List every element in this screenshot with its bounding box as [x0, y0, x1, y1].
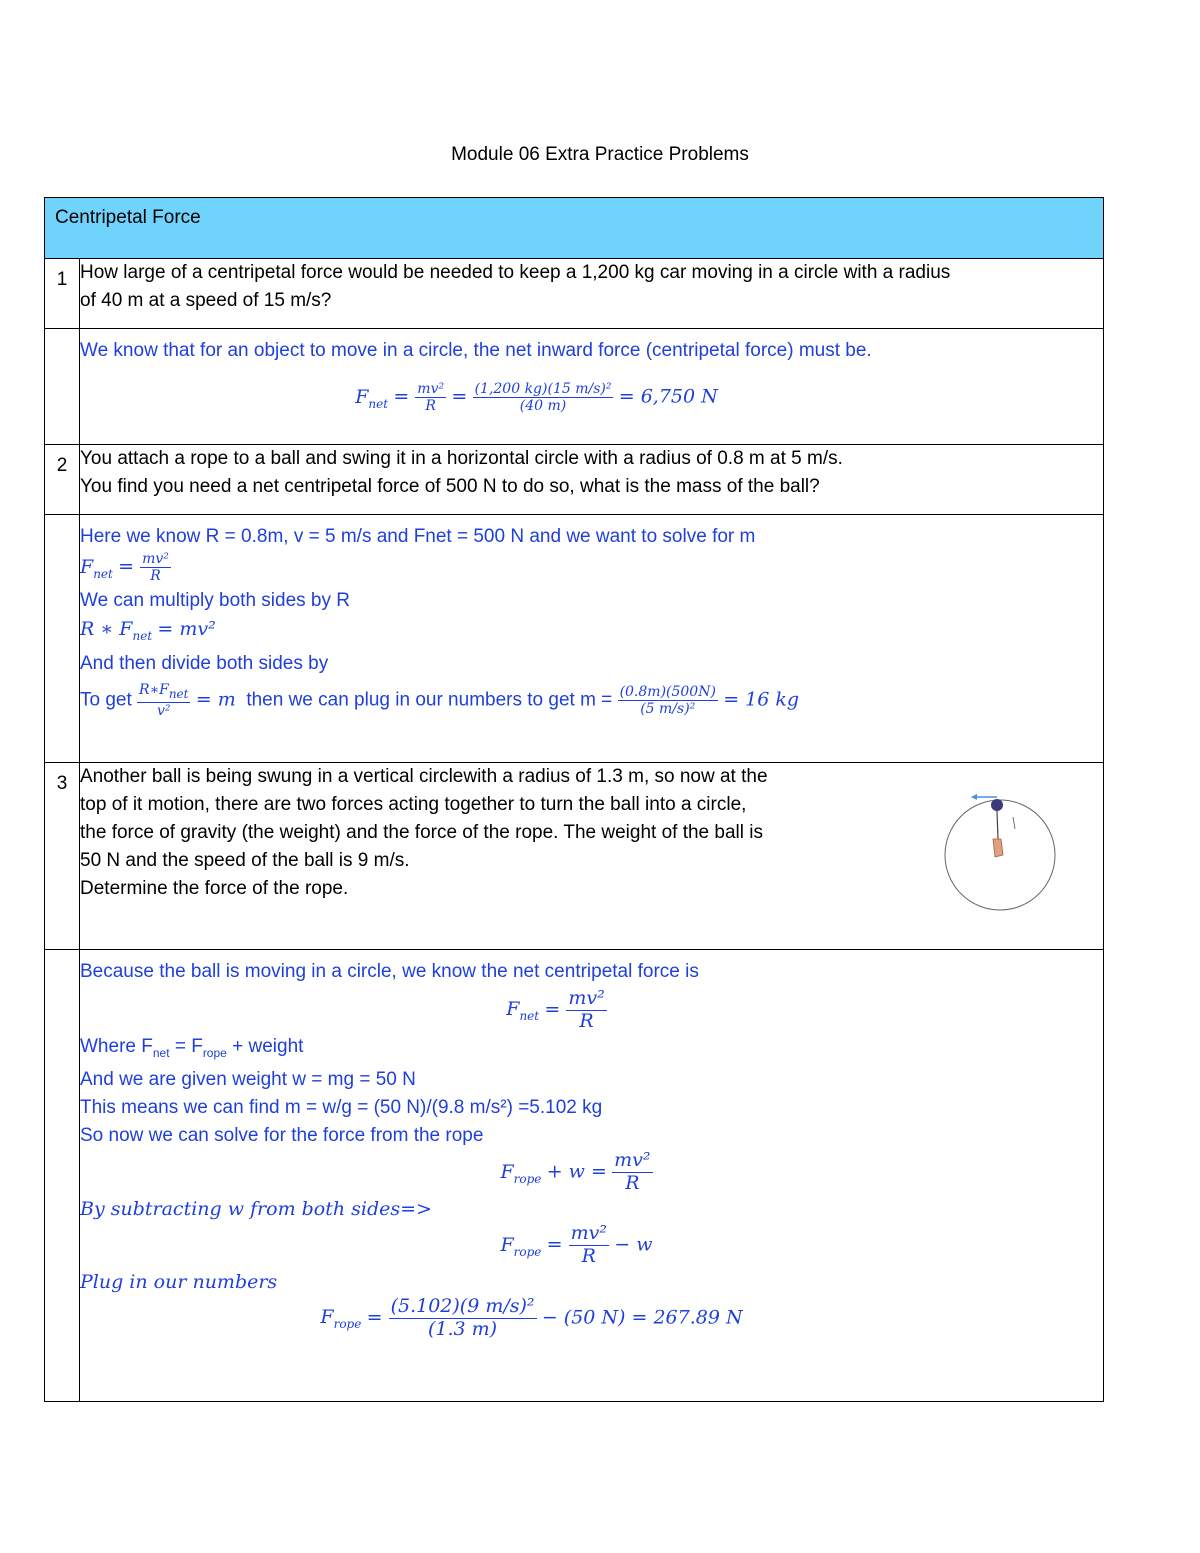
hand-icon — [993, 839, 1003, 857]
equation: $F_{net}$ = $\frac{\text{mv²}}{R}$ — [506, 987, 605, 1032]
problem-number: 1 — [45, 259, 80, 329]
problem-row-1 — [45, 259, 1104, 329]
solution-block — [80, 329, 1104, 445]
question-line: Another ball is being swung in a vertical circlewith a radius of 1.3 m, so now at the — [80, 766, 768, 787]
equation: $F_{net}$ = $\frac{\text{mv²}}{R}$ — [80, 551, 169, 585]
fraction: $\frac{(0.8m)(500N)}{\text{(5 m/s)²}}$ — [619, 683, 716, 718]
section-header-row — [45, 198, 1104, 259]
question-line: top of it motion, there are two forces acting together to turn the ball into a circle, — [80, 794, 747, 815]
solution-block — [80, 515, 1104, 763]
question-line: You find you need a net centripetal force of 500 N to do so, what is the mass of the ball? — [80, 476, 820, 497]
problem-question — [80, 763, 1104, 950]
question-line: Determine the force of the rope. — [80, 878, 349, 899]
fraction: $\frac{\text{mv²}}{R}$ — [570, 1222, 608, 1268]
problem-row-2 — [45, 445, 1104, 515]
solution-row-1 — [45, 329, 1104, 445]
solution-row-2 — [45, 515, 1104, 763]
fraction: $\frac{R∗F_{net}}{\text{v²}}$ — [139, 682, 189, 719]
problem-row-3 — [45, 763, 1104, 950]
problem-number: 2 — [45, 445, 80, 515]
fraction: $\frac{\text{mv²}}{R}$ — [568, 987, 605, 1032]
fraction: $\frac{\text{mv²}}{R}$ — [417, 381, 445, 415]
solution-text: So now we can solve for the force from the rope — [80, 1125, 484, 1147]
circular-motion-diagram — [935, 777, 1065, 917]
solution-text: This means we can find m = w/g = (50 N)/(9.8 m/s²) =5.102 kg — [80, 1097, 603, 1119]
equation: R ∗ $F_{net} = mv^2$ — [80, 618, 216, 644]
equation-line: To get $\frac{R∗F_{net}}{\text{v²}}$ = m then we can plug in our numbers to get m = $\frac{(0.8m)(500N)}{\text{(5 m/s)²}}$ = 16 kg — [80, 682, 800, 719]
solution-text: Plug in our numbers — [80, 1270, 278, 1293]
fraction: $\frac{\text{(5.102)(9 m/s)²}}{(1.3 m)}$ — [390, 1294, 535, 1340]
problem-question — [80, 445, 1104, 515]
problem-question — [80, 259, 1104, 329]
problem-table — [44, 197, 1104, 1402]
question-line: the force of gravity (the weight) and the force of the rope. The weight of the ball is — [80, 822, 763, 843]
solution-text: We can multiply both sides by R — [80, 590, 350, 612]
fraction: $\frac{\text{(1,200 kg)(15 m/s)²}}{(40 m)}$ — [474, 381, 612, 415]
section-title: Centripetal Force — [45, 198, 1104, 259]
solution-block — [80, 950, 1104, 1402]
equation: $F_{rope}$ = $\frac{\text{mv²}}{R}$ − w — [500, 1222, 653, 1268]
page-title: Module 06 Extra Practice Problems — [451, 144, 749, 165]
solution-text: Where $F_{net} = F_{rope}$ + weight — [80, 1035, 304, 1060]
eq-lhs: $F_{net}$ — [355, 385, 389, 411]
solution-text: We know that for an object to move in a circle, the net inward force (centripetal force) must be. — [80, 340, 872, 361]
solution-text: By subtracting w from both sides=> — [80, 1198, 432, 1221]
rope-icon — [997, 811, 998, 839]
solution-text: And then divide both sides by — [80, 653, 329, 675]
ball-icon — [991, 799, 1003, 811]
solution-text: Here we know R = 0.8m, v = 5 m/s and Fnet = 500 N and we want to solve for m — [80, 526, 756, 547]
question-line: of 40 m at a speed of 15 m/s? — [80, 290, 332, 311]
solution-row-3 — [45, 950, 1104, 1402]
fraction: $\frac{\text{mv²}}{R}$ — [142, 551, 169, 585]
fraction: $\frac{\text{mv²}}{R}$ — [614, 1149, 651, 1195]
solution-text: Because the ball is moving in a circle, we know the net centripetal force is — [80, 961, 699, 982]
eq-result: = 6,750 N — [618, 385, 718, 408]
equation-fnet: $F_{net}$ = $\frac{\text{mv²}}{R}$ = $\frac{\text{(1,200 kg)(15 m/s)²}}{(40 m)}$ = 6,750 N — [355, 381, 718, 415]
question-line: How large of a centripetal force would be needed to keep a 1,200 kg car moving in a circle with a radius — [80, 262, 951, 283]
problem-number: 3 — [45, 763, 80, 950]
equation: $F_{rope} + w$ = $\frac{\text{mv²}}{R}$ — [500, 1149, 651, 1195]
equation: $F_{rope}$ = $\frac{\text{(5.102)(9 m/s)²}}{(1.3 m)}$ − (50 N) = 267.89 N — [320, 1294, 743, 1340]
question-line: 50 N and the speed of the ball is 9 m/s. — [80, 850, 410, 871]
question-line: You attach a rope to a ball and swing it in a horizontal circle with a radius of 0.8 m at 5 m/s. — [80, 448, 843, 469]
solution-text: And we are given weight w = mg = 50 N — [80, 1069, 416, 1091]
